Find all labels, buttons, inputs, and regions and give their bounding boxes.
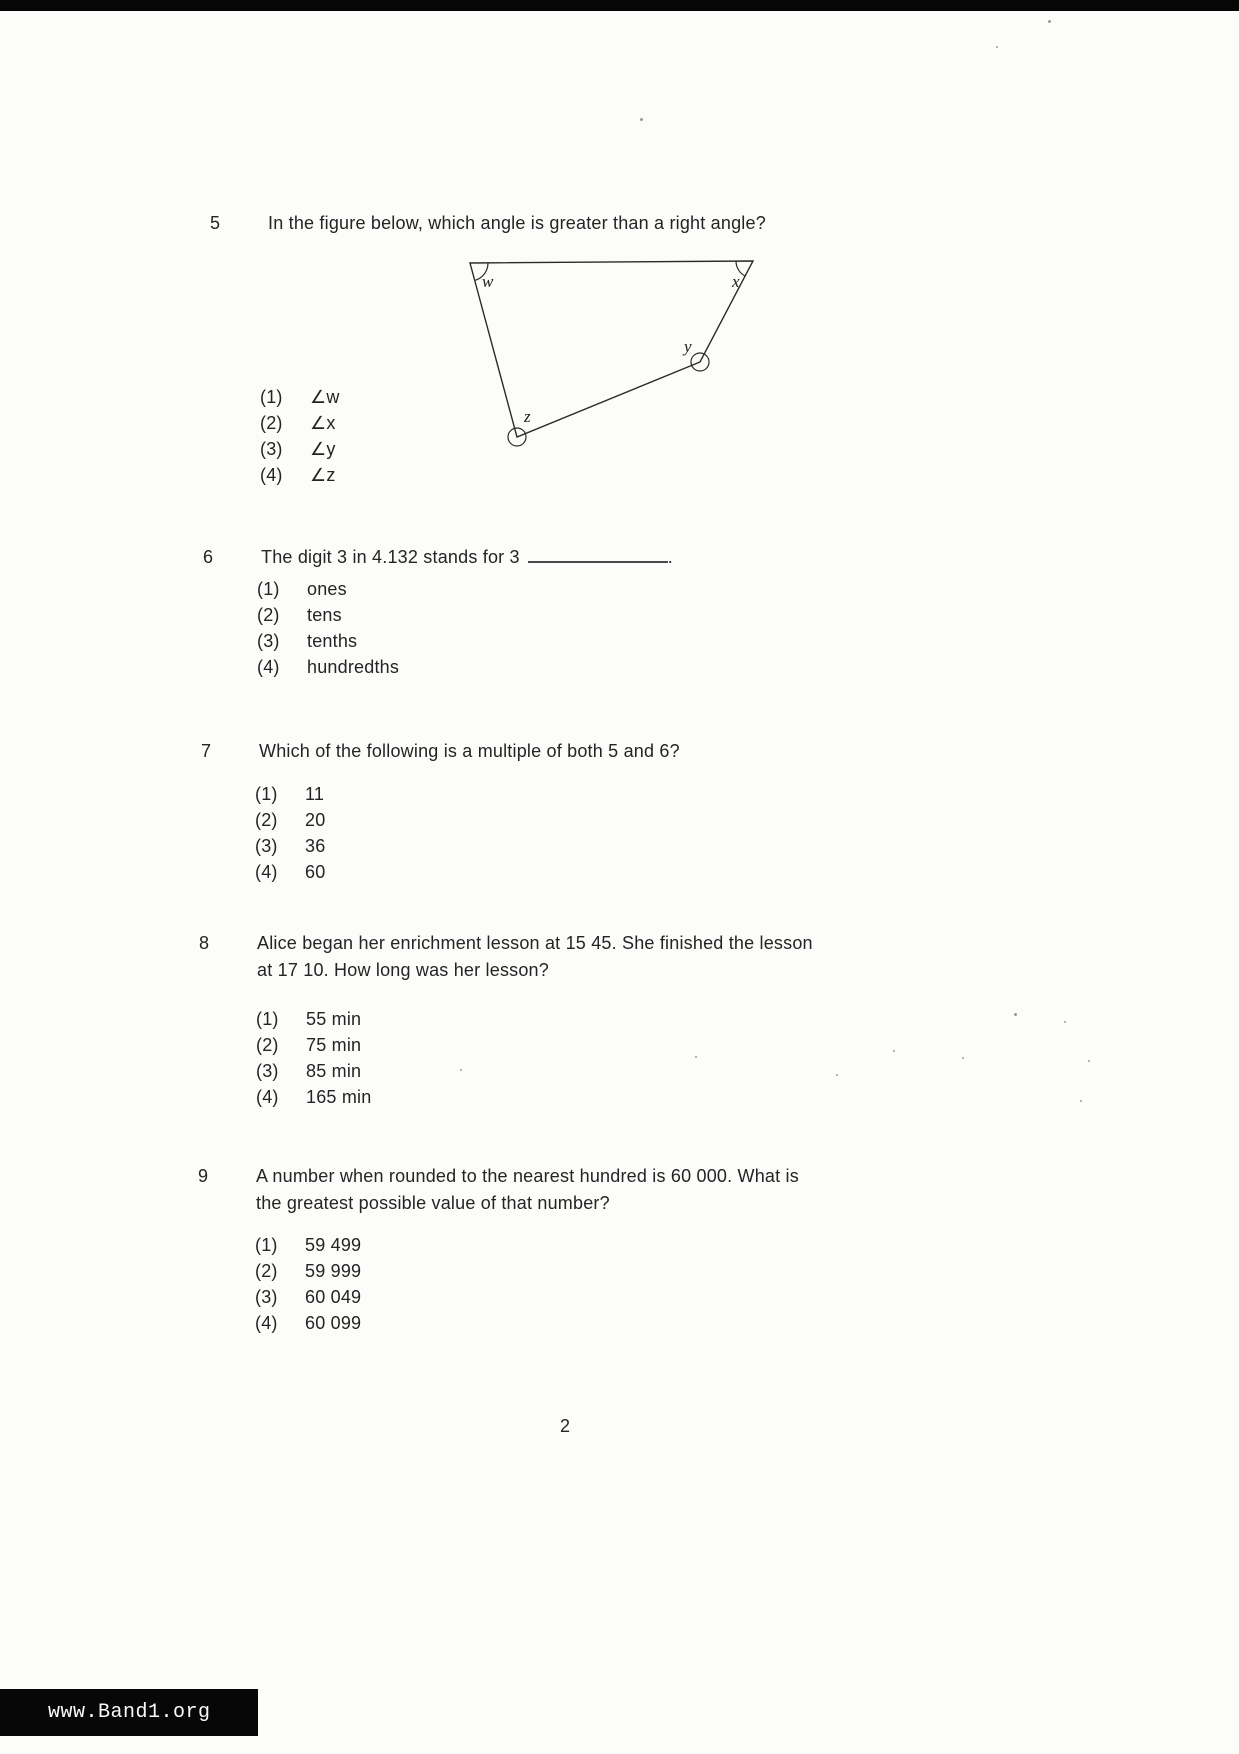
option-value: 165 min	[306, 1086, 372, 1107]
scan-speck	[1014, 1013, 1017, 1016]
scan-speck	[640, 118, 643, 121]
question-text-line: The digit 3 in 4.132 stands for 3	[261, 547, 520, 567]
option-value: tenths	[307, 630, 358, 651]
question-6-options	[257, 576, 399, 680]
option-value: 60 049	[305, 1286, 362, 1307]
option-value: 75 min	[306, 1034, 362, 1055]
option-label: (3)	[255, 1286, 278, 1307]
question-number: 9	[198, 1166, 209, 1186]
option-row	[256, 1006, 371, 1032]
option-label: (1)	[256, 1008, 279, 1029]
question-text: Which of the following is a multiple of both 5 and 6?	[259, 741, 680, 761]
watermark-bar	[0, 1689, 258, 1736]
option-value: 59 499	[305, 1234, 362, 1255]
question-8-options	[256, 1006, 371, 1110]
option-value: 59 999	[305, 1260, 362, 1281]
option-label: (4)	[255, 1312, 278, 1333]
scan-speck	[962, 1057, 964, 1059]
scan-speck	[695, 1056, 697, 1058]
scan-speck	[996, 46, 998, 48]
option-value: ∠x	[310, 412, 336, 433]
option-label: (2)	[257, 604, 280, 625]
vertex-label-x: x	[732, 272, 740, 291]
option-label: (4)	[256, 1086, 279, 1107]
option-row	[255, 859, 325, 885]
option-row	[255, 807, 325, 833]
option-value: 36	[305, 835, 326, 856]
scan-speck	[460, 1069, 462, 1071]
scan-speck	[836, 1074, 838, 1076]
page-number: 2	[559, 1416, 570, 1436]
option-value: ones	[307, 578, 347, 599]
question-8	[199, 930, 813, 984]
question-6	[203, 544, 673, 571]
question-9-options	[255, 1232, 361, 1336]
option-label: (4)	[255, 861, 278, 882]
question-7-options	[255, 781, 325, 885]
option-row	[257, 602, 399, 628]
option-row	[257, 576, 399, 602]
vertex-label-w: w	[482, 272, 494, 291]
quadrilateral-outline	[470, 261, 753, 437]
option-row	[255, 1232, 361, 1258]
option-row	[256, 1084, 371, 1110]
option-label: (4)	[260, 464, 283, 485]
scan-speck	[893, 1050, 895, 1052]
question-number: 6	[203, 547, 214, 567]
option-label: (3)	[257, 630, 280, 651]
option-value: 85 min	[306, 1060, 362, 1081]
option-label: (2)	[260, 412, 283, 433]
scan-speck	[1080, 1100, 1082, 1102]
option-value: ∠w	[310, 386, 340, 407]
option-value: ∠z	[310, 464, 336, 485]
vertex-label-y: y	[684, 337, 692, 356]
option-label: (1)	[255, 1234, 278, 1255]
question-number: 8	[199, 933, 210, 953]
option-label: (2)	[255, 1260, 278, 1281]
option-label: (1)	[260, 386, 283, 407]
question-text-line: at 17 10. How long was her lesson?	[257, 960, 549, 980]
watermark-text: www.Band1.org	[48, 1701, 211, 1724]
option-row	[256, 1058, 371, 1084]
option-row	[260, 384, 340, 410]
question-9	[198, 1163, 799, 1217]
question-text	[261, 544, 673, 571]
option-label: (1)	[257, 578, 280, 599]
vertex-label-z: z	[524, 407, 531, 426]
option-row	[255, 1310, 361, 1336]
question-5-options	[260, 384, 340, 488]
scan-edge-top	[0, 0, 1239, 11]
question-text: In the figure below, which angle is greater than a right angle?	[268, 213, 766, 233]
question-text-line: Alice began her enrichment lesson at 15 45. She finished the lesson	[257, 933, 813, 953]
option-row	[260, 462, 340, 488]
scan-speck	[1088, 1060, 1090, 1062]
option-label: (3)	[260, 438, 283, 459]
blank-suffix: .	[667, 547, 673, 567]
question-number: 5	[210, 213, 221, 233]
option-label: (4)	[257, 656, 280, 677]
option-label: (2)	[256, 1034, 279, 1055]
question-5	[210, 210, 766, 237]
option-value: 60 099	[305, 1312, 362, 1333]
option-value: ∠y	[310, 438, 336, 459]
option-value: 55 min	[306, 1008, 362, 1029]
quadrilateral-figure	[438, 240, 783, 455]
question-7	[201, 738, 680, 765]
option-label: (3)	[255, 835, 278, 856]
option-row	[257, 628, 399, 654]
option-row	[260, 410, 340, 436]
option-row	[256, 1032, 371, 1058]
option-label: (3)	[256, 1060, 279, 1081]
scan-speck	[1064, 1021, 1066, 1023]
question-text-line: A number when rounded to the nearest hundred is 60 000. What is	[256, 1166, 799, 1186]
option-value: hundredths	[307, 656, 400, 677]
question-text-line: the greatest possible value of that number?	[256, 1193, 610, 1213]
option-label: (1)	[255, 783, 278, 804]
option-value: 60	[305, 861, 326, 882]
option-row	[257, 654, 399, 680]
option-row	[255, 833, 325, 859]
option-row	[255, 781, 325, 807]
option-label: (2)	[255, 809, 278, 830]
question-number: 7	[201, 741, 212, 761]
option-row	[260, 436, 340, 462]
option-value: 11	[305, 783, 325, 804]
scan-speck	[1048, 20, 1051, 23]
answer-blank-line	[528, 547, 668, 563]
option-row	[255, 1258, 361, 1284]
option-row	[255, 1284, 361, 1310]
option-value: 20	[305, 809, 326, 830]
option-value: tens	[307, 604, 342, 625]
